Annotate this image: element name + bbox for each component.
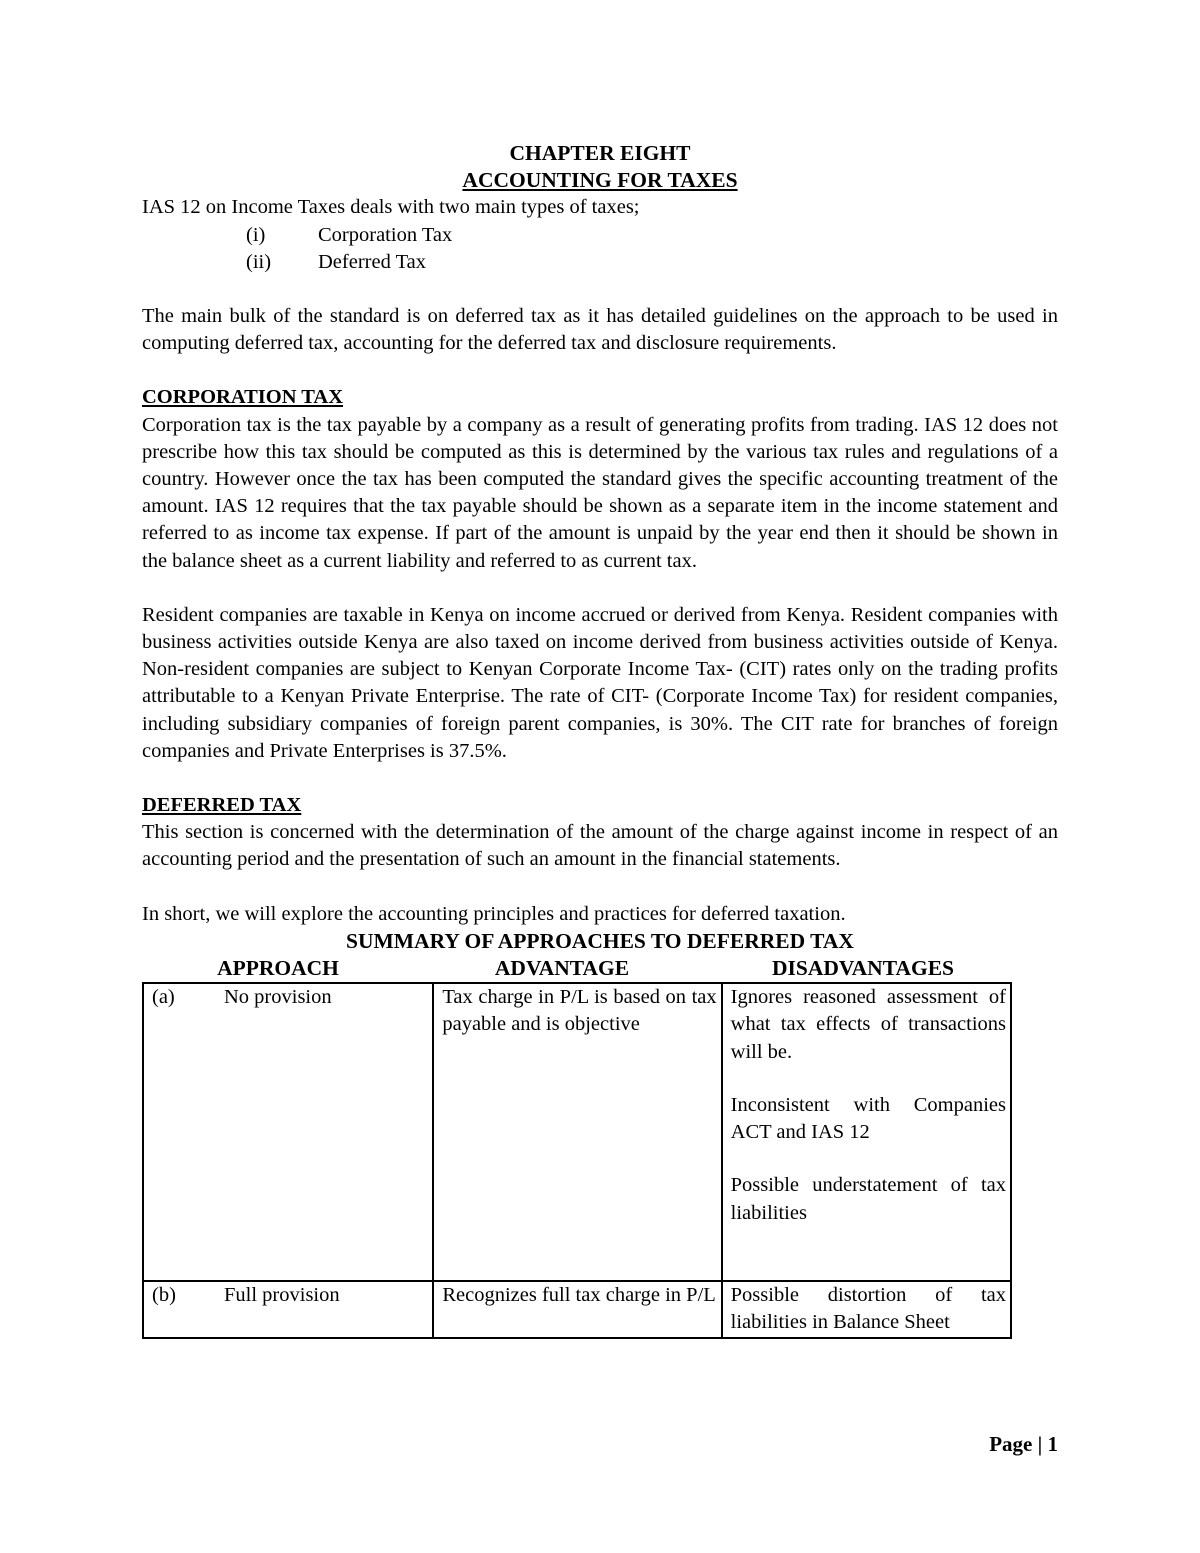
list-number: (ii) bbox=[246, 250, 272, 273]
document-page bbox=[142, 140, 1058, 1339]
summary-table bbox=[142, 982, 1012, 1338]
chapter-title: CHAPTER EIGHT bbox=[509, 141, 691, 165]
advantage-cell: Tax charge in P/L is based on tax payable and is objective bbox=[433, 983, 721, 1281]
list-item bbox=[142, 222, 1058, 249]
approach-name: Full provision bbox=[224, 1284, 340, 1307]
column-header-approach: APPROACH bbox=[217, 956, 339, 981]
list-item bbox=[142, 249, 1058, 276]
bulk-paragraph: The main bulk of the standard is on deferred tax as it has detailed guidelines on the approach to be used in computing deferred tax, accounting for the deferred tax and disclosure requirements. bbox=[142, 305, 1058, 355]
disadvantage-item: Ignores reasoned assessment of what tax effects of transactions will be. bbox=[730, 986, 1006, 1063]
list-label: Deferred Tax bbox=[318, 250, 427, 273]
disadvantage-item: Possible understatement of tax liabilities bbox=[730, 1174, 1006, 1224]
row-label: (b) bbox=[152, 1284, 176, 1307]
column-header-advantage: ADVANTAGE bbox=[494, 956, 630, 981]
advantage-cell: Recognizes full tax charge in P/L bbox=[433, 1281, 721, 1337]
approach-cell bbox=[143, 983, 433, 1281]
page-number: Page | 1 bbox=[989, 1432, 1058, 1456]
disadvantages-cell bbox=[722, 1281, 1011, 1337]
deferred-tax-paragraph: This section is concerned with the determination of the amount of the charge against income in respect of an accounting period and the presentation of such an amount in the financial statements. bbox=[142, 821, 1058, 871]
disadvantages-cell bbox=[722, 983, 1011, 1281]
approach-cell bbox=[143, 1281, 433, 1337]
summary-table-title: SUMMARY OF APPROACHES TO DEFERRED TAX bbox=[346, 928, 854, 953]
deferred-tax-heading: DEFERRED TAX bbox=[142, 794, 302, 817]
intro-text: IAS 12 on Income Taxes deals with two main types of taxes; bbox=[142, 196, 640, 219]
corporation-tax-paragraph: Corporation tax is the tax payable by a company as a result of generating profits from trading. IAS 12 does not prescribe how this tax should be computed as this is determined by the various tax rules and regulations of a country. However once the tax has been computed the standard gives the specific accounting treatment of the amount. IAS 12 requires that the tax payable should be shown as a separate item in the income statement and referred to as income tax expense. If part of the amount is unpaid by the year end then it should be shown in the balance sheet as a current liability and referred to as current tax. bbox=[142, 413, 1058, 572]
list-number: (i) bbox=[246, 223, 266, 246]
row-label: (a) bbox=[152, 986, 175, 1009]
disadvantage-item: Possible distortion of tax liabilities in Balance Sheet bbox=[730, 1284, 1006, 1334]
table-row bbox=[143, 983, 1011, 1281]
in-short-paragraph: In short, we will explore the accounting principles and practices for deferred taxation. bbox=[142, 902, 846, 925]
resident-companies-paragraph: Resident companies are taxable in Kenya on income accrued or derived from Kenya. Resident companies with business activities outside Kenya are also taxed on income derived from business activities outside of Kenya. Non-resident companies are subject to Kenyan Corporate Income Tax- (CIT) rates only on the trading profits attributable to a Kenyan Private Enterprise. The rate of CIT- (Corporate Income Tax) for resident companies, including subsidiary companies of foreign parent companies, is 30%. The CIT rate for branches of foreign companies and Private Enterprises is 37.5%. bbox=[142, 603, 1058, 762]
chapter-subtitle: ACCOUNTING FOR TAXES bbox=[462, 168, 738, 193]
disadvantage-item: Inconsistent with Companies ACT and IAS 12 bbox=[730, 1093, 1006, 1144]
table-row bbox=[143, 1281, 1011, 1337]
list-label: Corporation Tax bbox=[318, 223, 453, 246]
table-column-headers bbox=[142, 955, 1058, 982]
approach-name: No provision bbox=[224, 986, 332, 1009]
column-header-disadvantages: DISADVANTAGES bbox=[771, 956, 954, 981]
corporation-tax-heading: CORPORATION TAX bbox=[142, 386, 344, 409]
